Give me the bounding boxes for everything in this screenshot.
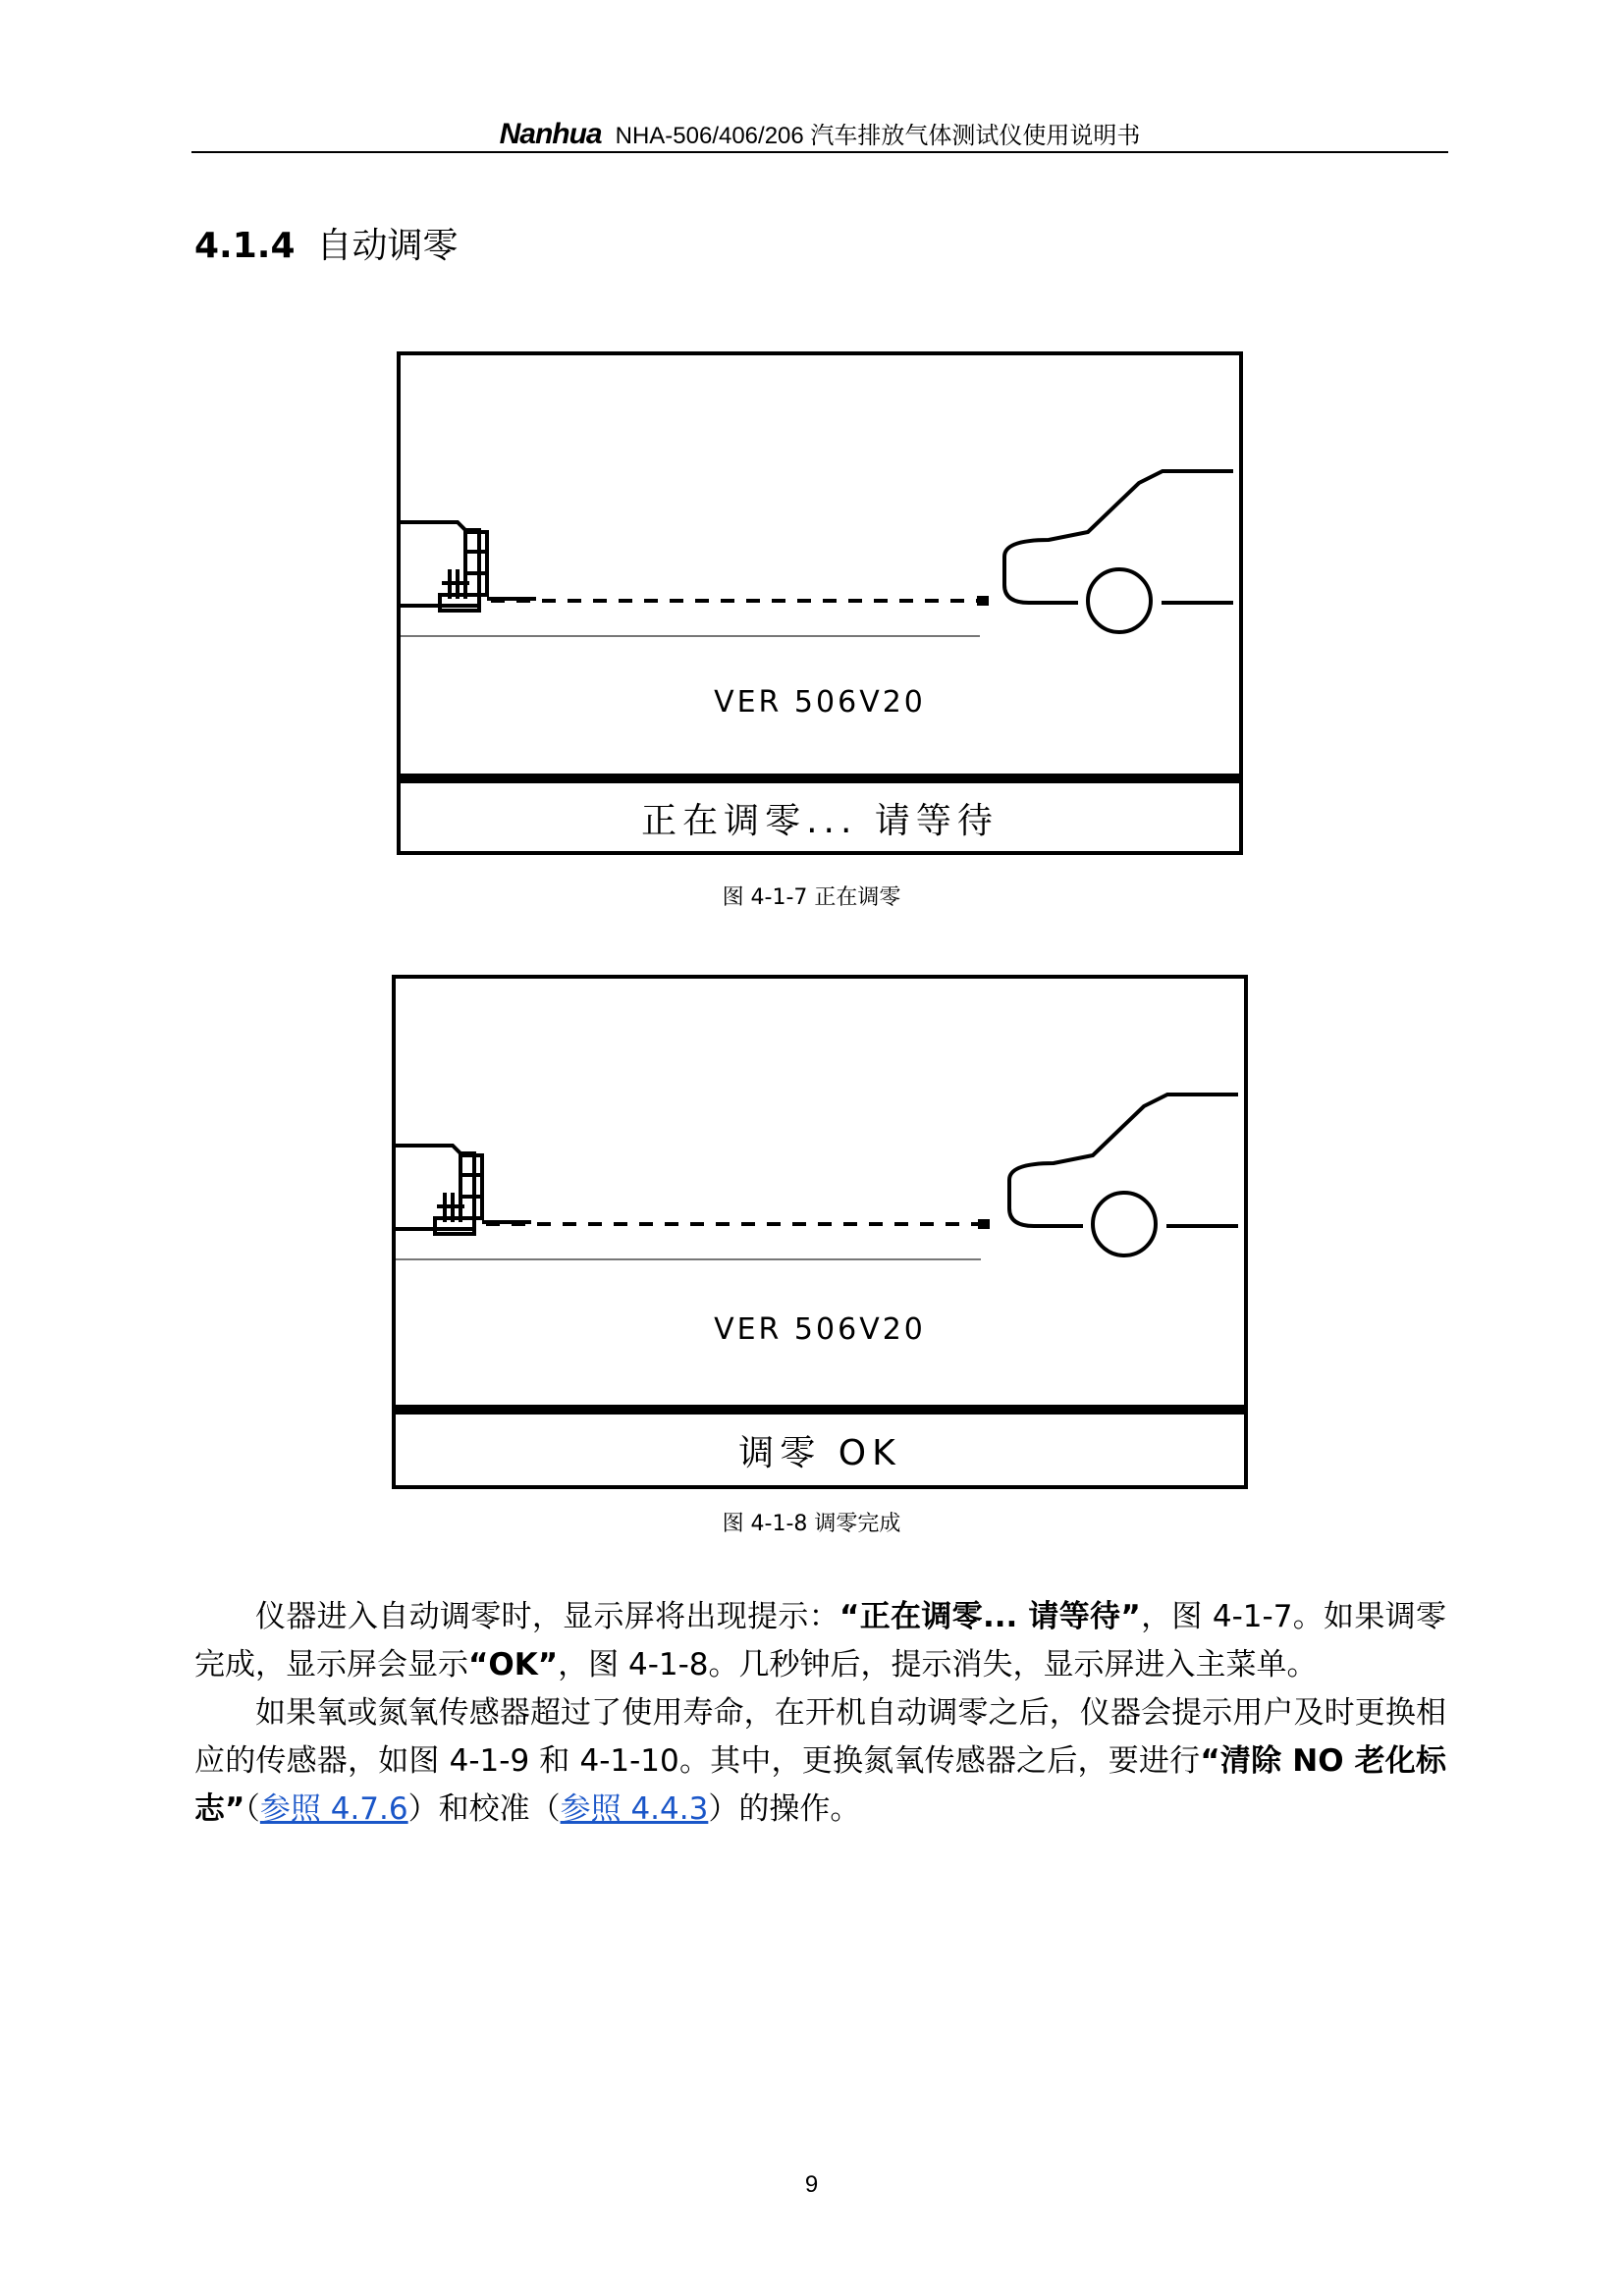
body-text [194,1593,1446,1834]
section-heading [194,218,459,268]
firmware-version: VER 506V20 [714,1312,926,1347]
lcd-divider [396,1405,1244,1415]
section-number: 4.1.4 [194,226,296,266]
lcd-screen-zero-ok [392,975,1248,1489]
paragraph-1 [194,1593,1446,1689]
page-number: 9 [804,2171,819,2198]
bold-clear-no-flag: “清除 NO 老化标志” [194,1743,1446,1827]
text-run: ）的操作。 [708,1791,861,1827]
lcd-screen-zeroing [397,351,1243,855]
bold-ok: “OK” [468,1647,559,1682]
firmware-version: VER 506V20 [714,685,926,720]
nanhua-logo: Nanhua [499,118,602,150]
bold-prompt: “正在调零... 请等待” [839,1599,1141,1634]
reference-link-4-7-6[interactable]: 参照 4.7.6 [259,1791,408,1827]
text-run: （ [244,1791,260,1827]
page-header [191,114,1448,153]
document-title: NHA-506/406/206 汽车排放气体测试仪使用说明书 [615,123,1141,149]
status-message: 正在调零... 请等待 [641,801,999,841]
text-run: ，图 4-1-7。如果调零完成，显示屏会显示 [194,1599,1446,1682]
section-title: 自动调零 [316,226,459,266]
text-run: 如果氧或氮氧传感器超过了使用寿命，在开机自动调零之后，仪器会提示用户及时更换相应的传感器，如图 4-1-9 和 4-1-10。其中，更换氮氧传感器之后，要进行 [194,1695,1446,1779]
paragraph-2 [194,1689,1446,1834]
text-run: ，图 4-1-8。几秒钟后，提示消失，显示屏进入主菜单。 [558,1647,1318,1682]
analyzer-car-illustration [396,979,1244,1273]
status-message: 调零 OK [738,1433,901,1473]
analyzer-car-illustration [401,355,1239,650]
lcd-divider [401,774,1239,783]
text-run: 仪器进入自动调零时，显示屏将出现提示： [255,1599,840,1634]
reference-link-4-4-3[interactable]: 参照 4.4.3 [560,1791,709,1827]
figure-caption: 图 4-1-8 调零完成 [722,1512,901,1536]
figure-caption: 图 4-1-7 正在调零 [722,885,901,910]
text-run: ）和校准（ [407,1791,561,1827]
